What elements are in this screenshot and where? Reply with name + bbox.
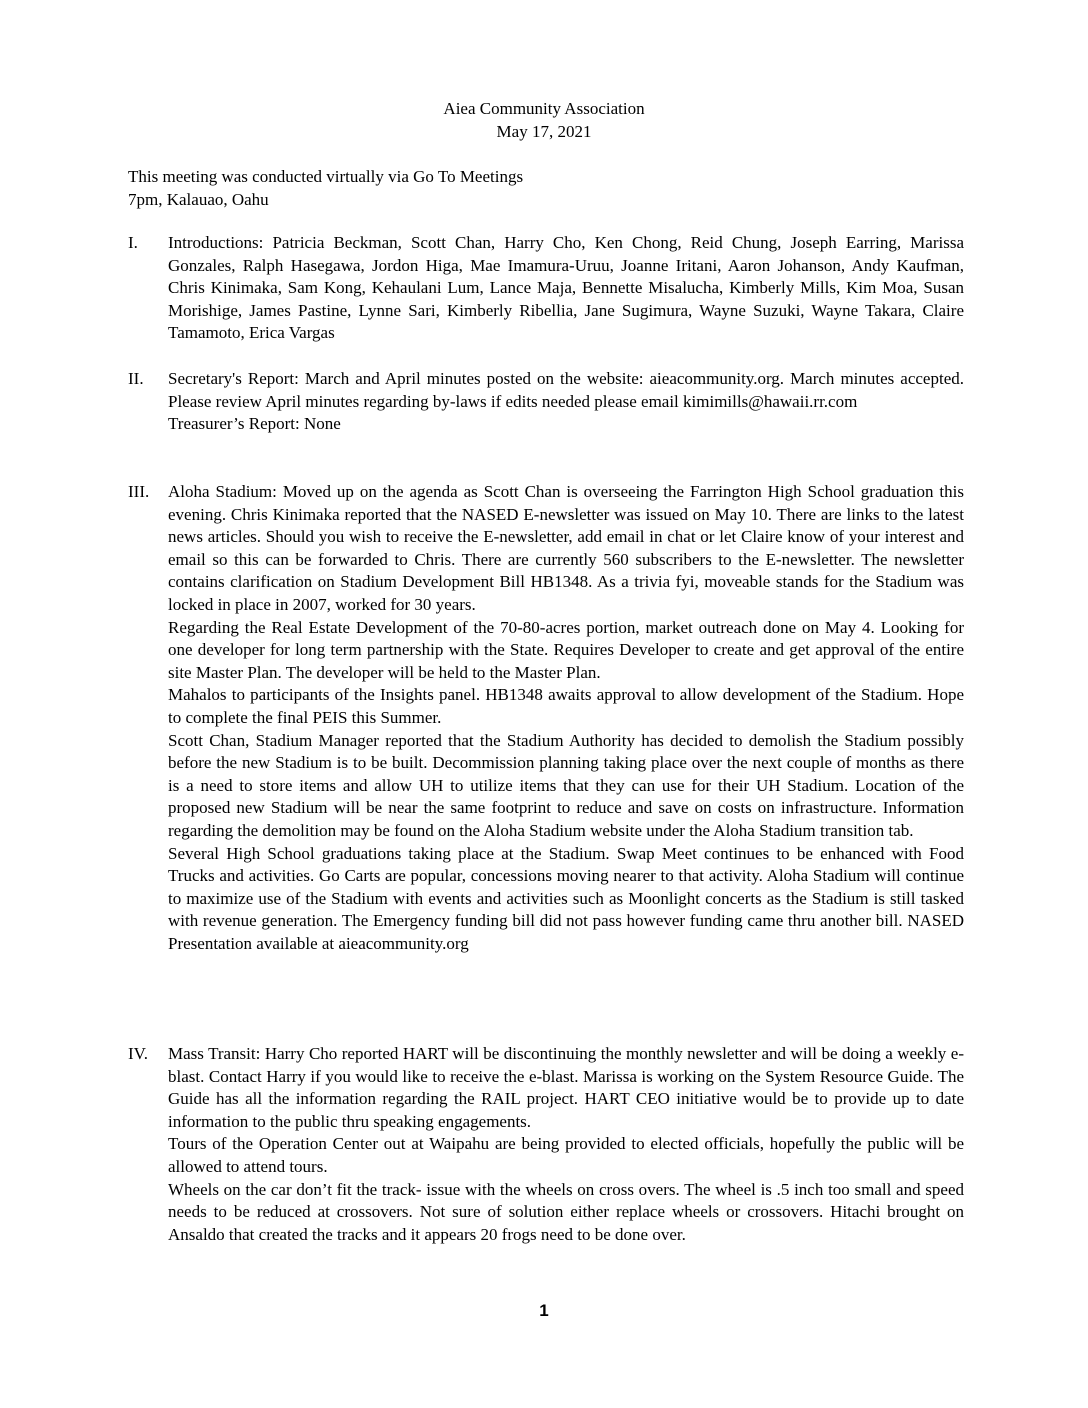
- section-paragraph: Treasurer’s Report: None: [168, 414, 341, 434]
- meeting-date: May 17, 2021: [496, 121, 592, 141]
- section-number: III.: [128, 482, 150, 501]
- section-body: [168, 368, 964, 436]
- section-mass-transit: [128, 1043, 964, 1246]
- section-paragraph: Mahalos to participants of the Insights panel. HB1348 awaits approval to allow development of the Stadium. Hope to complete the final PEIS this Summer.: [168, 685, 964, 727]
- section-paragraph: Several High School graduations taking place at the Stadium. Swap Meet continues to be enhanced with Food Trucks and activities. Go Carts are popular, concessions moving nearer to that activity. Aloha Stadium will continue to maximize use of the Stadium with events and activities such as Moonlight concerts as the Stadium is still tasked with revenue generation. The Emergency funding bill did not pass however funding came thru another bill. NASED Presentation available at aieacommunity.org: [168, 843, 964, 953]
- section-number: I.: [128, 233, 138, 252]
- section-paragraph: Secretary's Report: March and April minutes posted on the website: aieacommunity.org. March minutes accepted. Please review April minutes regarding by-laws if edits needed please email kimimills@hawaii.rr.com: [168, 369, 964, 411]
- section-introductions: [128, 232, 964, 345]
- section-paragraph: Scott Chan, Stadium Manager reported that the Stadium Authority has decided to demolish the Stadium possibly before the new Stadium is to be built. Decommission planning taking place over the next couple of months as there is a need to store items and allow UH to utilize items that they can use for their UH Stadium. Location of the proposed new Stadium will be near the same footprint to reduce and save on costs on infrastructure. Information regarding the demolition may be found on the Aloha Stadium website under the Aloha Stadium transition tab.: [168, 730, 964, 840]
- section-body: [168, 1043, 964, 1246]
- meeting-info: [128, 166, 968, 211]
- meeting-time-location: 7pm, Kalauao, Oahu: [128, 189, 269, 209]
- section-paragraph: Introductions: Patricia Beckman, Scott Chan, Harry Cho, Ken Chong, Reid Chung, Joseph Earring, Marissa Gonzales, Ralph Hasegawa, Jordon Higa, Mae Imamura-Uruu, Joanne Iritani, Aaron Johanson, Andy Kaufman, Chris Kinimaka, Sam Kong, Kehaulani Lum, Lance Maja, Bennette Misalucha, Kimberly Mills, Kim Moa, Susan Morishige, James Pastine, Lynne Sari, Kimberly Ribellia, Jane Sugimura, Wayne Suzuki, Wayne Takara, Claire Tamamoto, Erica Vargas: [168, 233, 964, 343]
- section-paragraph: Tours of the Operation Center out at Waipahu are being provided to elected officials, hopefully the public will be allowed to attend tours.: [168, 1134, 964, 1176]
- organization-name: Aiea Community Association: [443, 99, 645, 118]
- section-paragraph: Mass Transit: Harry Cho reported HART will be discontinuing the monthly newsletter and will be doing a weekly e-blast. Contact Harry if you would like to receive the e-blast. Marissa is working on the System Resource Guide. The Guide has all the information regarding the RAIL project. HART CEO initiative would be to provide up to date information to the public thru speaking engagements.: [168, 1044, 964, 1131]
- section-number: II.: [128, 369, 144, 388]
- section-body: [168, 232, 964, 345]
- section-paragraph: Aloha Stadium: Moved up on the agenda as Scott Chan is overseeing the Farrington High School graduation this evening. Chris Kinimaka reported that the NASED E-newsletter was issued on May 10. There are links to the latest news articles. Should you wish to receive the E-newsletter, add email in chat or let Claire know of your interest and email so this can be forwarded to Chris. There are currently 560 subscribers to the E-newsletter. The newsletter contains clarification on Stadium Development Bill HB1348. As a trivia fyi, moveable stands for the Stadium was locked in place in 2007, worked for 30 years.: [168, 482, 964, 614]
- document-header: [0, 98, 1088, 143]
- meeting-format: This meeting was conducted virtually via Go To Meetings: [128, 167, 524, 186]
- section-secretary-report: [128, 368, 964, 436]
- section-paragraph: Wheels on the car don’t fit the track- issue with the wheels on cross overs. The wheel is .5 inch too small and speed needs to be reduced at crossovers. Not sure of solution either replace wheels or crossovers. Hitachi brought on Ansaldo that created the tracks and it appears 20 frogs need to be done over.: [168, 1179, 964, 1244]
- section-aloha-stadium: [128, 481, 964, 955]
- page-number: 1: [539, 1301, 549, 1320]
- section-paragraph: Regarding the Real Estate Development of the 70-80-acres portion, market outreach done on May 4. Looking for one developer for long term partnership with the State. Requires Developer to create and get approval of the entire site Master Plan. The developer will be held to the Master Plan.: [168, 617, 964, 682]
- section-number: IV.: [128, 1044, 148, 1063]
- section-body: [168, 481, 964, 955]
